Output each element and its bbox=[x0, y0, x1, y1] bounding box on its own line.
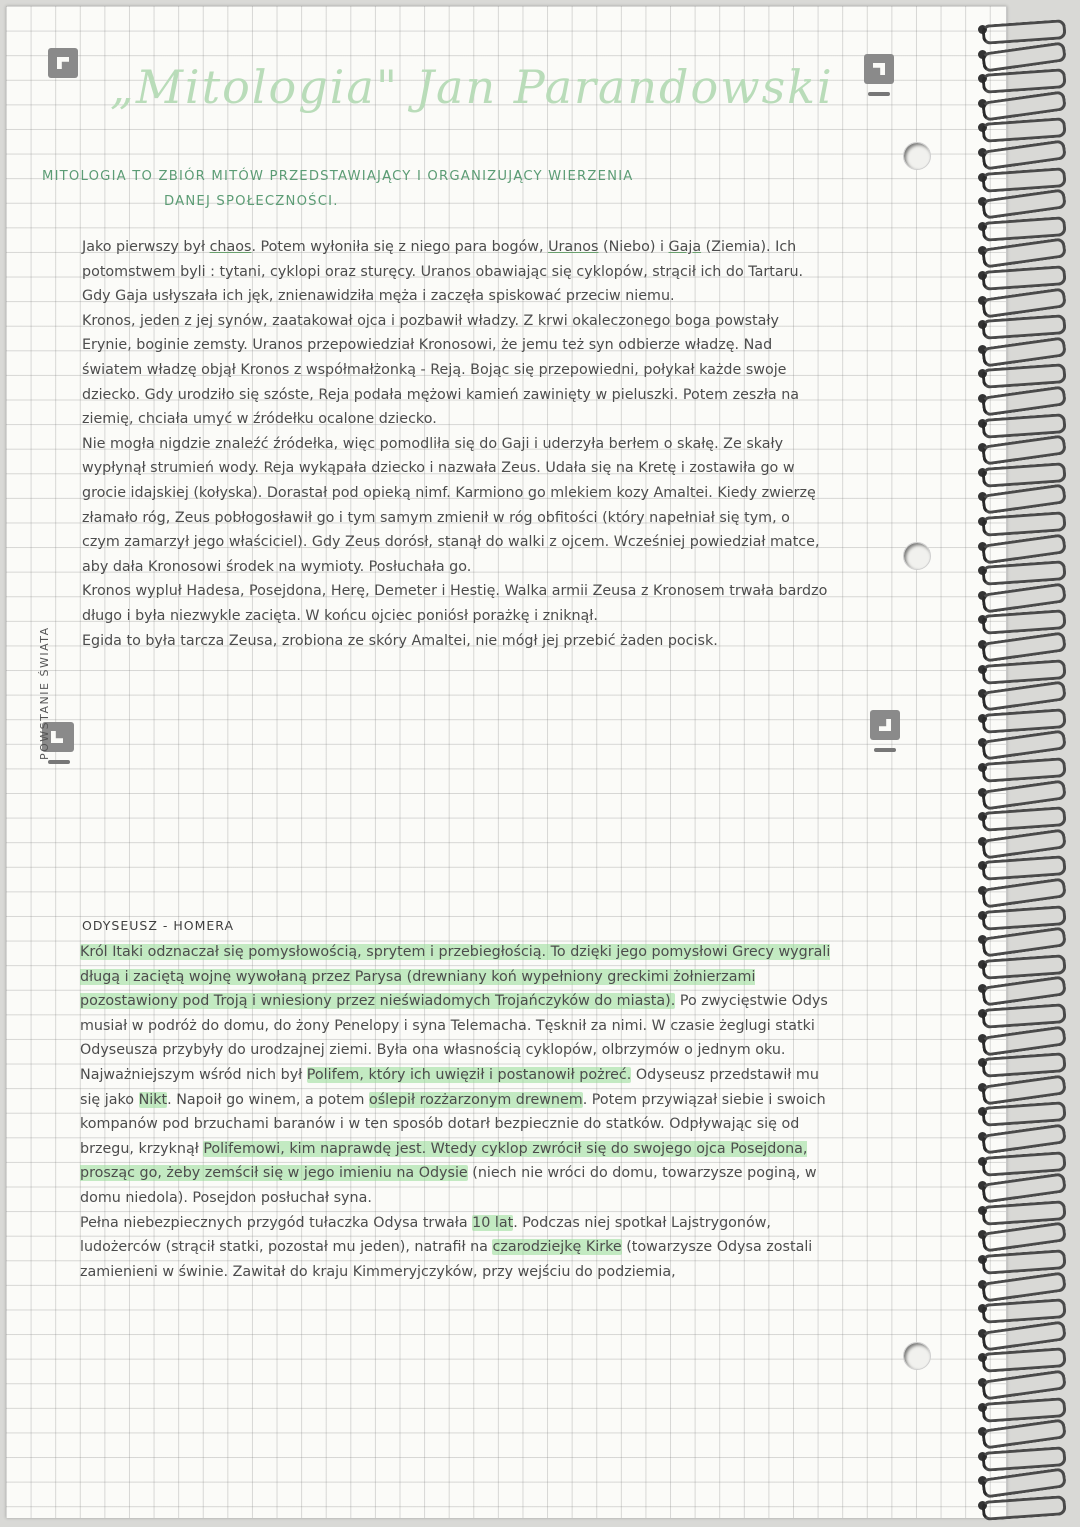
side-label: POWSTANIE ŚWIATA bbox=[38, 626, 51, 760]
creation-paragraph-2: Kronos, jeden z jej synów, zaatakował ojca i pozbawił władzy. Z krwi okaleczonego boga powstały Erynie, boginie zemsty. Uranos przepowiedział Kronosowi, że jemu też syn odbierze władzę. Nad światem władzę objął Kronos z współmałżonką - Reją. Bojąc się przepowiedni, połykał każde swoje dziecko. Gdy urodziło się szóste, Reja podała mężowi kamień zawinięty w pieluszki. Potem zeszła na ziemię, chciała umyć w źródełku ocalone dziecko. bbox=[82, 312, 800, 428]
spiral-coil bbox=[981, 314, 1066, 340]
spiral-coil bbox=[981, 533, 1067, 564]
spiral-coil bbox=[981, 680, 1067, 711]
text-run: Jako pierwszy był bbox=[82, 239, 210, 255]
text-run: . Potem przywiązał siebie i swoich kompanów pod brzuchami baranów i w ten sposób dotarł bezpiecznie do statków. Odpływając się od brzegu, krzyknął bbox=[80, 1091, 826, 1157]
spiral-coil bbox=[981, 1495, 1066, 1521]
creation-section bbox=[82, 235, 832, 653]
marker-bar bbox=[48, 760, 70, 764]
spiral-coil bbox=[981, 1369, 1067, 1400]
spiral-coil bbox=[981, 631, 1067, 662]
marker-bar bbox=[874, 748, 896, 752]
text-run: (niech nie wróci do domu, towarzysze poginą, w domu niedola). Posejdon posłuchał syna. bbox=[80, 1165, 817, 1206]
spiral-coil bbox=[981, 1249, 1066, 1275]
spiral-coil bbox=[981, 265, 1066, 291]
underlined-term: chaos bbox=[209, 239, 252, 255]
highlighted-text: Polifem, który ich uwięził i postanowił pożreć. bbox=[306, 1066, 632, 1083]
text-run: Pełna niebezpiecznych przygód tułaczka Odysa trwała bbox=[80, 1214, 473, 1231]
text-run: (Niebo) i bbox=[598, 239, 669, 255]
spiral-coil bbox=[981, 926, 1067, 957]
spiral-coil bbox=[981, 385, 1067, 416]
spiral-coil bbox=[981, 484, 1067, 515]
highlighted-text: Nikt bbox=[138, 1091, 168, 1108]
spiral-coil bbox=[981, 238, 1067, 269]
spiral-coil bbox=[981, 363, 1066, 389]
punch-hole bbox=[903, 542, 931, 570]
spiral-coil bbox=[981, 1418, 1067, 1449]
spiral-coil bbox=[981, 1298, 1066, 1324]
marker-bar bbox=[868, 92, 890, 96]
spiral-coil bbox=[981, 19, 1066, 45]
creation-paragraph-1 bbox=[82, 235, 832, 309]
underlined-term: Gaja bbox=[668, 239, 702, 255]
text-run: Po zwycięstwie Odys musiał w podróż do domu, do żony Penelopy i syna Telemacha. Tęsknił za nimi. W czasie żeglugi statki Odyseusza przybyły do urodzajnej ziemi. Była ona własnością cyklopów, olbrzymów o jednym oku. Najważniejszym wśród nich był bbox=[80, 993, 828, 1083]
highlighted-text: oślepił rozżarzonym drewnem bbox=[368, 1091, 583, 1108]
highlighted-text: 10 lat bbox=[472, 1214, 514, 1231]
creation-paragraph-5: Egida to była tarcza Zeusa, zrobiona ze skóry Amaltei, nie mógł jej przebić żaden pocisk. bbox=[82, 632, 718, 649]
spiral-coil bbox=[981, 188, 1067, 219]
spiral-coil bbox=[981, 877, 1067, 908]
spiral-binding bbox=[968, 10, 1078, 1520]
spiral-coil bbox=[981, 1271, 1067, 1302]
highlighted-text: Król Itaki odznaczał się pomysłowością, sprytem i przebiegłością. To dzięki jego pomysłowi Grecy wygrali długą i zaciętą wojnę wywołaną przez Parysa (drewniany koń wypełniony greckimi żołnierzami pozostawiony pod Troją i wniesiony przez nieświadomych Trojańczyków do miasta). bbox=[80, 944, 831, 1010]
spiral-coil bbox=[981, 117, 1066, 143]
spiral-coil bbox=[981, 757, 1066, 783]
odyssey-heading: ODYSEUSZ - HOMERA bbox=[82, 918, 235, 933]
definition-line-2: DANEJ SPOŁECZNOŚCI. bbox=[164, 193, 339, 209]
spiral-coil bbox=[981, 1222, 1067, 1253]
odyssey-section bbox=[80, 940, 840, 1284]
spiral-coil bbox=[981, 806, 1066, 832]
spiral-coil bbox=[981, 434, 1067, 465]
corner-marker-top-left bbox=[48, 48, 78, 78]
text-run: (towarzysze Odysa zostali zamienieni w świnie. Zawitał do kraju Kimmeryjczyków, przy wejściu do podziemia, bbox=[80, 1239, 813, 1280]
creation-paragraph-3: Nie mogła nigdzie znaleźć źródełka, więc pomodliła się do Gaji i uderzyła berłem o skałę. Ze skały wypłynął strumień wody. Reja wykąpała dziecko i nazwała Zeus. Udała się na Kretę i zostawiła go w grocie idajskiej (kołyska). Dorastał pod opieką nimf. Karmiono go mlekiem kozy Amaltei. Kiedy zwierzę złamało róg, Zeus pobłogosławił go i tym samym zmienił w róg obfitości (który napełniał się tym, o czym zamarzył jego właściciel). Gdy Zeus dorósł, stanął do walki z ojcem. Wcześniej powiedział matce, aby dała Kronosowi środek na wymioty. Posłuchała go. bbox=[82, 435, 820, 575]
highlighted-text: czarodziejkę Kirke bbox=[492, 1239, 622, 1256]
spiral-coil bbox=[981, 1172, 1067, 1203]
text-run: (Ziemia). Ich potomstwem byli : tytani, cyklopi oraz sturęcy. Uranos obawiając się cyklopów, strącił ich do Tartaru. Gdy Gaja usłyszała ich jęk, znienawidziła męża i zaczęła spiskować przeciw niemu. bbox=[82, 239, 804, 305]
spiral-coil bbox=[981, 287, 1067, 318]
spiral-coil bbox=[981, 68, 1066, 94]
spiral-coil bbox=[981, 779, 1067, 810]
definition-line-1: MITOLOGIA TO ZBIÓR MITÓW PRZEDSTAWIAJĄCY I ORGANIZUJĄCY WIERZENIA bbox=[42, 169, 634, 184]
odyssey-paragraph-2 bbox=[80, 1211, 840, 1285]
punch-hole bbox=[903, 142, 931, 170]
page-title: „Mitologia" Jan Parandowski bbox=[110, 60, 834, 114]
notebook-page bbox=[6, 6, 1007, 1518]
text-run: . Napoił go winem, a potem bbox=[167, 1091, 369, 1108]
text-run: . Potem wyłoniła się z niego para bogów, bbox=[251, 239, 549, 255]
spiral-coil bbox=[981, 1347, 1066, 1373]
spiral-coil bbox=[981, 1003, 1066, 1029]
odyssey-paragraph-1 bbox=[80, 940, 840, 1211]
spiral-coil bbox=[981, 609, 1066, 635]
spiral-coil bbox=[981, 511, 1066, 537]
definition bbox=[42, 165, 822, 214]
spiral-coil bbox=[981, 1468, 1067, 1499]
spiral-coil bbox=[981, 1123, 1067, 1154]
punch-hole bbox=[903, 1342, 931, 1370]
spiral-coil bbox=[981, 41, 1067, 72]
corner-marker-top-right bbox=[864, 54, 894, 84]
spiral-coil bbox=[981, 1025, 1067, 1056]
spiral-coil bbox=[981, 976, 1067, 1007]
spiral-coil bbox=[981, 1101, 1066, 1127]
spiral-coil bbox=[981, 855, 1066, 881]
text-run: Odyseusz przedstawił mu się jako bbox=[80, 1066, 819, 1108]
creation-paragraph-4: Kronos wypluł Hadesa, Posejdona, Herę, Demeter i Hestię. Walka armii Zeusa z Kronosem trwała bardzo długo i była niezwykle zacięta. W końcu ojciec poniósł porażkę i zniknął. bbox=[82, 583, 828, 624]
spiral-coil bbox=[981, 560, 1066, 586]
spiral-coil bbox=[981, 1052, 1066, 1078]
spiral-coil bbox=[981, 139, 1067, 170]
spiral-coil bbox=[981, 730, 1067, 761]
corner-marker-bottom-right bbox=[870, 710, 900, 740]
underlined-term: Uranos bbox=[548, 239, 599, 255]
text-run: . Podczas niej spotkał Lajstrygonów, ludożerców (strącił statki, pozostał mu jeden), natrafił na bbox=[80, 1214, 771, 1256]
highlighted-text: Polifemowi, kim naprawdę jest. Wtedy cyklop zwrócił się do swojego ojca Posejdona, prosząc go, żeby zemścił się w jego imieniu na Odysie bbox=[80, 1140, 808, 1182]
